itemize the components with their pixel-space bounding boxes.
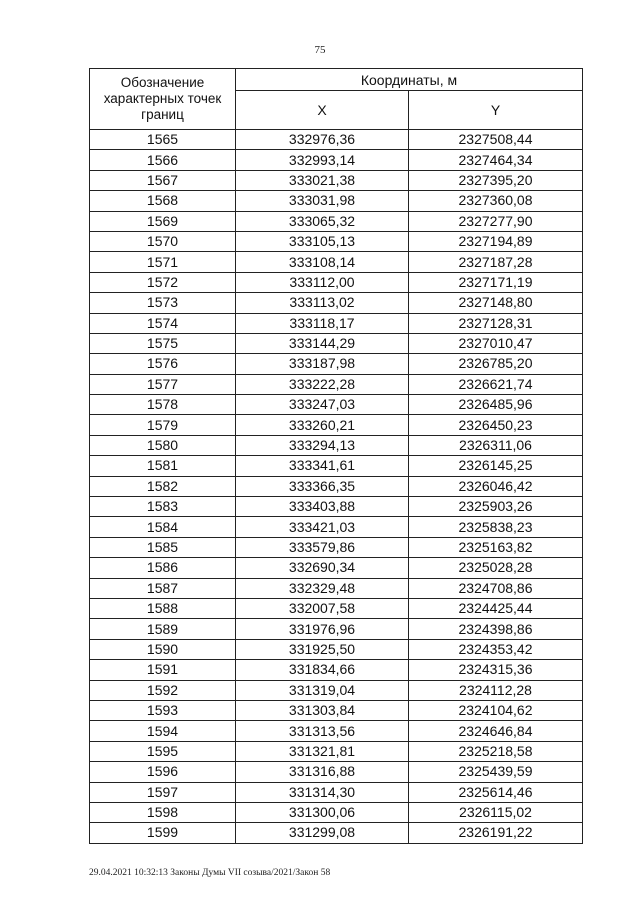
x-coordinate-cell: 333113,02: [236, 293, 409, 313]
x-coordinate-cell: 333118,17: [236, 313, 409, 333]
y-coordinate-cell: 2325838,23: [409, 517, 583, 537]
point-cell: 1587: [90, 578, 236, 598]
point-cell: 1585: [90, 537, 236, 557]
point-cell: 1590: [90, 639, 236, 659]
header-x: X: [236, 91, 409, 130]
point-cell: 1582: [90, 476, 236, 496]
point-cell: 1581: [90, 456, 236, 476]
x-coordinate-cell: 331303,84: [236, 700, 409, 720]
table-row: [90, 130, 583, 150]
table-row: [90, 680, 583, 700]
x-coordinate-cell: 331313,56: [236, 721, 409, 741]
point-cell: 1592: [90, 680, 236, 700]
table-row: [90, 700, 583, 720]
point-cell: 1571: [90, 252, 236, 272]
y-coordinate-cell: 2327128,31: [409, 313, 583, 333]
table-row: [90, 802, 583, 822]
x-coordinate-cell: 333021,38: [236, 170, 409, 190]
table-row: [90, 354, 583, 374]
table-row: [90, 497, 583, 517]
table-row: [90, 415, 583, 435]
point-cell: 1568: [90, 191, 236, 211]
point-cell: 1584: [90, 517, 236, 537]
table-row: [90, 578, 583, 598]
x-coordinate-cell: 333112,00: [236, 272, 409, 292]
point-cell: 1578: [90, 395, 236, 415]
table-row: [90, 150, 583, 170]
x-coordinate-cell: 333144,29: [236, 333, 409, 353]
table-row: [90, 782, 583, 802]
x-coordinate-cell: 331316,88: [236, 762, 409, 782]
x-coordinate-cell: 333222,28: [236, 374, 409, 394]
y-coordinate-cell: 2324104,62: [409, 700, 583, 720]
table-row: [90, 374, 583, 394]
table-row: [90, 619, 583, 639]
point-cell: 1575: [90, 333, 236, 353]
point-cell: 1572: [90, 272, 236, 292]
x-coordinate-cell: 332007,58: [236, 598, 409, 618]
point-cell: 1586: [90, 558, 236, 578]
header-y: Y: [409, 91, 583, 130]
point-cell: 1594: [90, 721, 236, 741]
x-coordinate-cell: 333579,86: [236, 537, 409, 557]
footer-stamp: 29.04.2021 10:32:13 Законы Думы VII созыва/2021/Закон 58: [89, 868, 331, 878]
x-coordinate-cell: 333260,21: [236, 415, 409, 435]
table-row: [90, 476, 583, 496]
table-row: [90, 741, 583, 761]
table-row: [90, 313, 583, 333]
y-coordinate-cell: 2327171,19: [409, 272, 583, 292]
table-row: [90, 170, 583, 190]
table-row: [90, 395, 583, 415]
table-row: [90, 231, 583, 251]
y-coordinate-cell: 2324353,42: [409, 639, 583, 659]
point-cell: 1599: [90, 823, 236, 843]
table-row: [90, 598, 583, 618]
x-coordinate-cell: 331314,30: [236, 782, 409, 802]
y-coordinate-cell: 2325163,82: [409, 537, 583, 557]
x-coordinate-cell: 332690,34: [236, 558, 409, 578]
table-header: [90, 69, 583, 130]
point-cell: 1576: [90, 354, 236, 374]
x-coordinate-cell: 331299,08: [236, 823, 409, 843]
table-row: [90, 191, 583, 211]
table-row: [90, 639, 583, 659]
x-coordinate-cell: 331976,96: [236, 619, 409, 639]
y-coordinate-cell: 2324708,86: [409, 578, 583, 598]
point-cell: 1588: [90, 598, 236, 618]
point-cell: 1593: [90, 700, 236, 720]
point-cell: 1570: [90, 231, 236, 251]
point-cell: 1565: [90, 130, 236, 150]
y-coordinate-cell: 2326621,74: [409, 374, 583, 394]
point-cell: 1598: [90, 802, 236, 822]
table-row: [90, 333, 583, 353]
point-cell: 1597: [90, 782, 236, 802]
x-coordinate-cell: 332329,48: [236, 578, 409, 598]
y-coordinate-cell: 2327395,20: [409, 170, 583, 190]
table-row: [90, 660, 583, 680]
point-cell: 1589: [90, 619, 236, 639]
point-cell: 1596: [90, 762, 236, 782]
page-number: 75: [314, 44, 326, 56]
y-coordinate-cell: 2324315,36: [409, 660, 583, 680]
point-cell: 1567: [90, 170, 236, 190]
y-coordinate-cell: 2326145,25: [409, 456, 583, 476]
point-cell: 1591: [90, 660, 236, 680]
y-coordinate-cell: 2324398,86: [409, 619, 583, 639]
table-row: [90, 293, 583, 313]
y-coordinate-cell: 2327508,44: [409, 130, 583, 150]
table-row: [90, 435, 583, 455]
y-coordinate-cell: 2326115,02: [409, 802, 583, 822]
table-row: [90, 211, 583, 231]
table-row: [90, 517, 583, 537]
point-cell: 1573: [90, 293, 236, 313]
x-coordinate-cell: 332976,36: [236, 130, 409, 150]
y-coordinate-cell: 2327464,34: [409, 150, 583, 170]
x-coordinate-cell: 333403,88: [236, 497, 409, 517]
x-coordinate-cell: 333187,98: [236, 354, 409, 374]
table-row: [90, 456, 583, 476]
y-coordinate-cell: 2327360,08: [409, 191, 583, 211]
x-coordinate-cell: 333108,14: [236, 252, 409, 272]
table-row: [90, 272, 583, 292]
y-coordinate-cell: 2327010,47: [409, 333, 583, 353]
table-row: [90, 823, 583, 843]
y-coordinate-cell: 2324112,28: [409, 680, 583, 700]
table-row: [90, 762, 583, 782]
point-cell: 1583: [90, 497, 236, 517]
x-coordinate-cell: 333366,35: [236, 476, 409, 496]
y-coordinate-cell: 2325439,59: [409, 762, 583, 782]
x-coordinate-cell: 333065,32: [236, 211, 409, 231]
x-coordinate-cell: 333341,61: [236, 456, 409, 476]
point-cell: 1574: [90, 313, 236, 333]
x-coordinate-cell: 331319,04: [236, 680, 409, 700]
y-coordinate-cell: 2325903,26: [409, 497, 583, 517]
y-coordinate-cell: 2326485,96: [409, 395, 583, 415]
point-cell: 1569: [90, 211, 236, 231]
x-coordinate-cell: 333421,03: [236, 517, 409, 537]
y-coordinate-cell: 2326450,23: [409, 415, 583, 435]
x-coordinate-cell: 333105,13: [236, 231, 409, 251]
y-coordinate-cell: 2326191,22: [409, 823, 583, 843]
x-coordinate-cell: 331834,66: [236, 660, 409, 680]
header-coordinates: Координаты, м: [236, 69, 583, 91]
x-coordinate-cell: 331300,06: [236, 802, 409, 822]
point-cell: 1579: [90, 415, 236, 435]
y-coordinate-cell: 2324646,84: [409, 721, 583, 741]
table-row: [90, 252, 583, 272]
y-coordinate-cell: 2326785,20: [409, 354, 583, 374]
x-coordinate-cell: 333247,03: [236, 395, 409, 415]
y-coordinate-cell: 2327194,89: [409, 231, 583, 251]
coordinates-table: [89, 68, 583, 844]
x-coordinate-cell: 333031,98: [236, 191, 409, 211]
header-point-designation: Обозначение характерных точек границ: [90, 69, 236, 130]
point-cell: 1577: [90, 374, 236, 394]
y-coordinate-cell: 2327277,90: [409, 211, 583, 231]
point-cell: 1566: [90, 150, 236, 170]
x-coordinate-cell: 331321,81: [236, 741, 409, 761]
table-body: [90, 130, 583, 844]
table-row: [90, 558, 583, 578]
y-coordinate-cell: 2325028,28: [409, 558, 583, 578]
y-coordinate-cell: 2326311,06: [409, 435, 583, 455]
y-coordinate-cell: 2327148,80: [409, 293, 583, 313]
y-coordinate-cell: 2327187,28: [409, 252, 583, 272]
table-row: [90, 537, 583, 557]
y-coordinate-cell: 2325614,46: [409, 782, 583, 802]
point-cell: 1595: [90, 741, 236, 761]
y-coordinate-cell: 2326046,42: [409, 476, 583, 496]
x-coordinate-cell: 333294,13: [236, 435, 409, 455]
point-cell: 1580: [90, 435, 236, 455]
table-row: [90, 721, 583, 741]
y-coordinate-cell: 2324425,44: [409, 598, 583, 618]
y-coordinate-cell: 2325218,58: [409, 741, 583, 761]
x-coordinate-cell: 332993,14: [236, 150, 409, 170]
x-coordinate-cell: 331925,50: [236, 639, 409, 659]
